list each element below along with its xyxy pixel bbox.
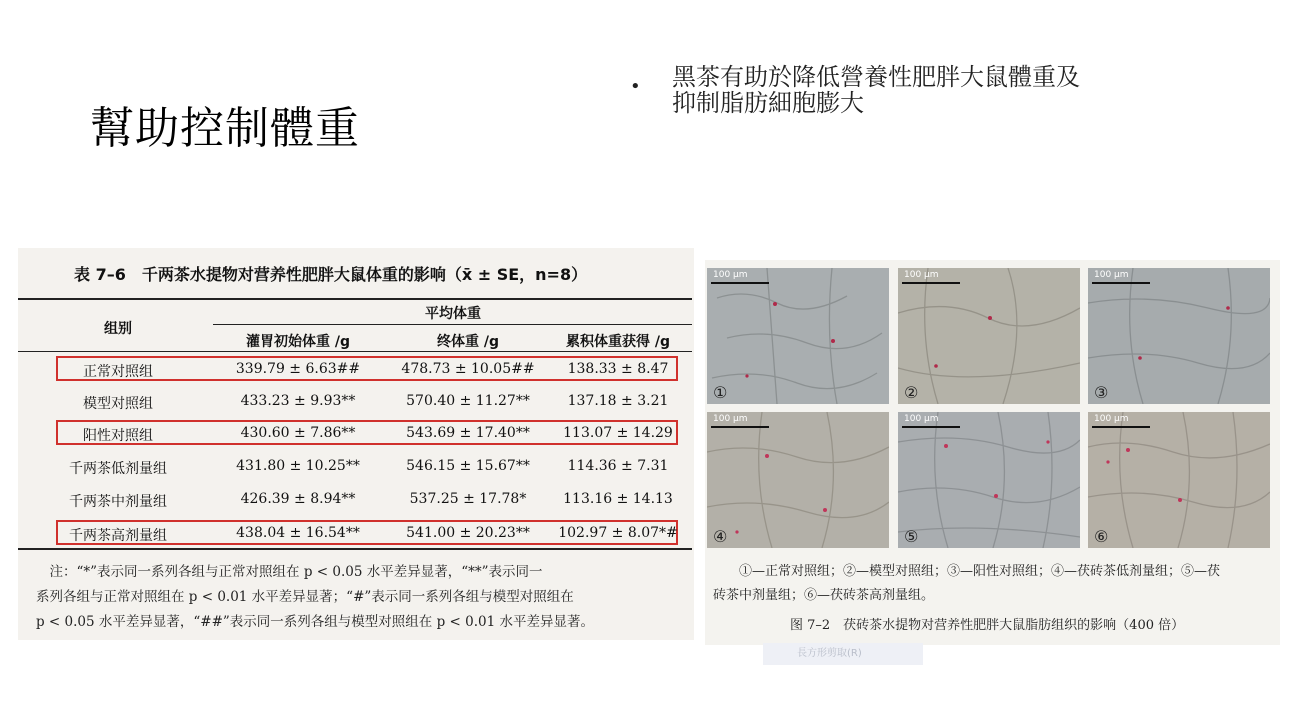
scale-bar [1092,426,1150,428]
weight-table-image [18,248,694,640]
panel-number: ③ [1094,383,1109,402]
row-initial: 430.60 ± 7.86** [240,425,356,441]
col-final-header: 终体重 /g [436,334,499,350]
scale-label: 100 μm [1094,270,1129,280]
row-initial: 339.79 ± 6.63## [235,361,361,377]
row-gain: 113.07 ± 14.29 [563,425,673,441]
table-top-rule [18,298,692,300]
row-gain: 113.16 ± 14.13 [563,491,673,507]
micrograph-panel-6 [1088,412,1270,548]
bullet-line-2: 抑制脂肪細胞膨大 [672,89,864,117]
row-group: 千两茶中剂量组 [69,494,167,510]
row-final: 537.25 ± 17.78* [409,491,527,507]
adipocyte-texture [898,268,1080,404]
bullet-line-1: 黑茶有助於降低營養性肥胖大鼠體重及 [672,63,1080,91]
scale-label: 100 μm [713,414,748,424]
row-final: 478.73 ± 10.05## [401,361,535,377]
panel-number: ⑤ [904,527,919,546]
table-row [18,451,694,481]
row-final: 543.69 ± 17.40** [406,425,530,441]
col-gain-header: 累积体重获得 /g [565,334,670,350]
table-header-rule [18,351,692,352]
table-row [18,484,694,514]
snip-tool-overlay: 長方形剪取(R) [763,643,923,665]
figure-legend [713,560,1278,608]
table-bottom-rule [18,548,692,550]
row-initial: 433.23 ± 9.93** [240,393,356,409]
micrograph-panel-4 [707,412,889,548]
scale-bar [1092,282,1150,284]
table-sub-rule [213,324,692,325]
figure-caption: 图 7–2 茯砖茶水提物对营养性肥胖大鼠脂肪组织的影响（400 倍） [790,618,1185,633]
scale-label: 100 μm [904,414,939,424]
panel-number: ② [904,383,919,402]
table-row [18,418,694,448]
row-initial: 438.04 ± 16.54** [236,525,360,541]
panel-number: ⑥ [1094,527,1109,546]
row-gain: 137.18 ± 3.21 [567,393,669,409]
bullet-dot: • [630,76,641,97]
bullet-text [672,64,1080,116]
micrograph-panel-2 [898,268,1080,404]
row-final: 546.15 ± 15.67** [406,458,530,474]
scale-bar [711,282,769,284]
adipocyte-texture [1088,412,1270,548]
row-initial: 431.80 ± 10.25** [236,458,360,474]
micrograph-panel-3 [1088,268,1270,404]
note-line-2: 系列各组与正常对照组在 p < 0.01 水平差异显著；“#”表示同一系列各组与模型对照组在 [36,589,574,605]
row-final: 570.40 ± 11.27** [406,393,530,409]
table-row [18,354,694,384]
table-row [18,518,694,548]
scale-bar [902,426,960,428]
scale-label: 100 μm [1094,414,1129,424]
scale-bar [711,426,769,428]
row-group: 阳性对照组 [83,428,153,444]
adipocyte-texture [1088,268,1270,404]
note-line-3: p < 0.05 水平差异显著，“##”表示同一系列各组与模型对照组在 p < 0.01 水平差异显著。 [36,614,594,630]
adipocyte-texture [707,412,889,548]
adipocyte-texture [898,412,1080,548]
row-gain: 114.36 ± 7.31 [567,458,669,474]
row-group: 模型对照组 [83,396,153,412]
avg-weight-header: 平均体重 [425,306,481,322]
legend-line-2: 砖茶中剂量组；⑥—茯砖茶高剂量组。 [713,588,935,603]
row-group: 正常对照组 [83,364,153,380]
panel-number: ④ [713,527,728,546]
col-initial-header: 灌胃初始体重 /g [245,334,350,350]
row-group: 千两茶高剂量组 [69,528,167,544]
table-caption: 表 7–6 千两茶水提物对营养性肥胖大鼠体重的影响（x̄ ± SE，n=8） [74,265,588,284]
slide-title: 幫助控制體重 [90,103,360,154]
row-gain: 102.97 ± 8.07*# [558,525,678,541]
adipose-micrograph-figure [705,260,1280,659]
table-note [36,560,696,635]
scale-label: 100 μm [904,270,939,280]
scale-label: 100 μm [713,270,748,280]
note-line-1: 注：“*”表示同一系列各组与正常对照组在 p < 0.05 水平差异显著，“**”表示同一 [36,564,543,580]
legend-line-1: ①—正常对照组；②—模型对照组；③—阳性对照组；④—茯砖茶低剂量组；⑤—茯 [713,564,1221,579]
adipocyte-texture [707,268,889,404]
row-group: 千两茶低剂量组 [69,461,167,477]
table-row [18,386,694,416]
group-header: 组别 [104,321,132,337]
row-gain: 138.33 ± 8.47 [567,361,669,377]
row-initial: 426.39 ± 8.94** [240,491,356,507]
micrograph-panel-5 [898,412,1080,548]
row-final: 541.00 ± 20.23** [406,525,530,541]
panel-number: ① [713,383,728,402]
scale-bar [902,282,960,284]
micrograph-panel-1 [707,268,889,404]
